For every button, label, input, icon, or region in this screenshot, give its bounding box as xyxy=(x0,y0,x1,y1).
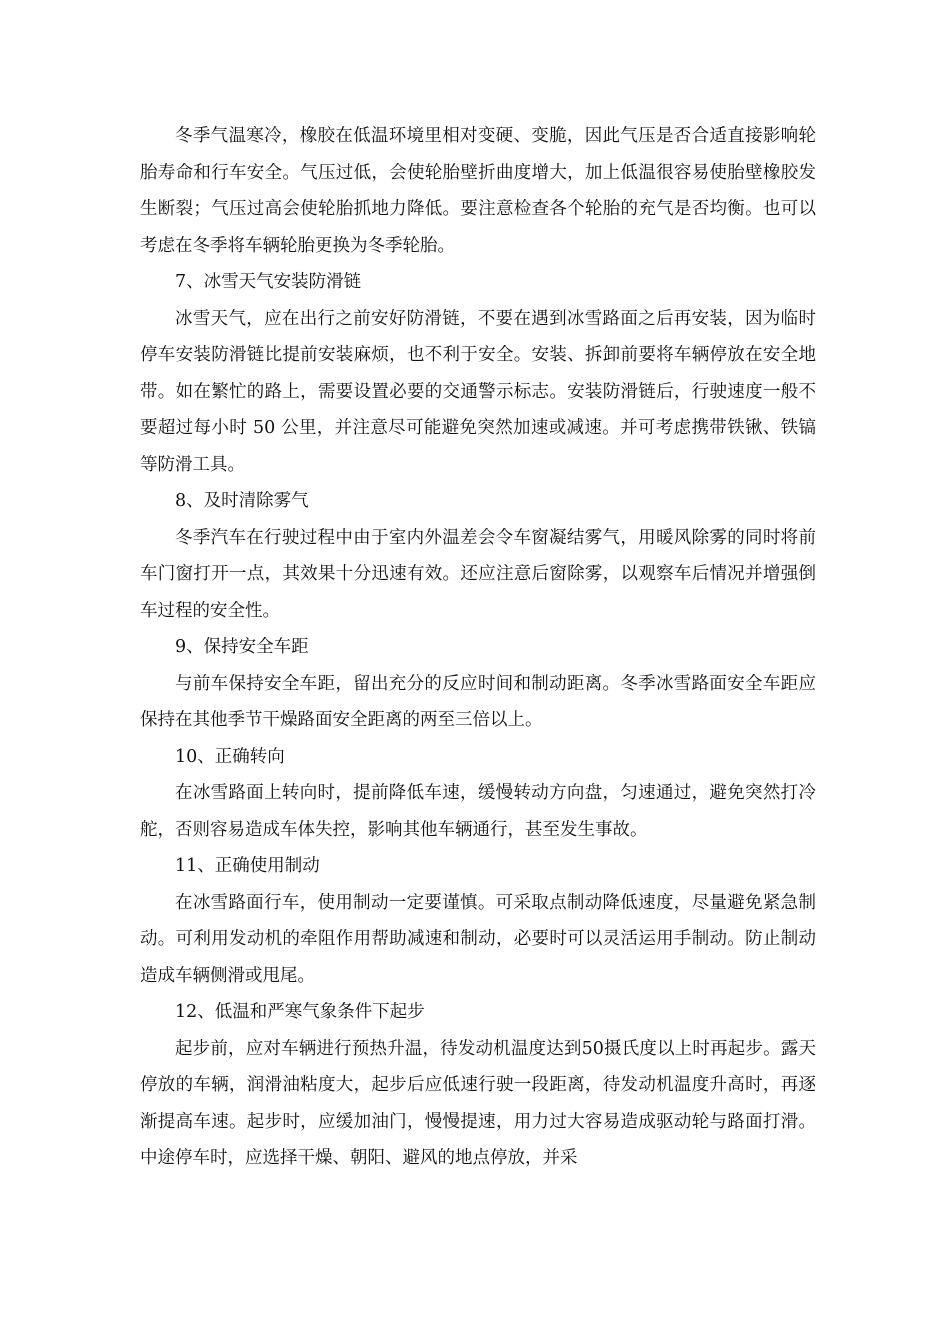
section-heading-11: 11、正确使用制动 xyxy=(175,856,320,876)
section-heading-9: 9、保持安全车距 xyxy=(175,637,309,657)
section-heading-12: 12、低温和严寒气象条件下起步 xyxy=(175,1002,425,1022)
paragraph-safe-distance: 与前车保持安全车距，留出充分的反应时间和制动距离。冬季冰雪路面安全车距应保持在其他季节干燥路面安全距离的两至三倍以上。 xyxy=(140,673,816,730)
paragraph-steering: 在冰雪路面上转向时，提前降低车速，缓慢转动方向盘，匀速通过，避免突然打冷舵，否则容易造成车体失控，影响其他车辆通行，甚至发生事故。 xyxy=(140,783,816,840)
paragraph-snow-chains: 冰雪天气，应在出行之前安好防滑链，不要在遇到冰雪路面之后再安装，因为临时停车安装防滑链比提前安装麻烦，也不利于安全。安装、拆卸前要将车辆停放在安全地带。如在繁忙的路上，需要设置必要的交通警示标志。安装防滑链后，行驶速度一般不要超过每小时 50 公里，并注意尽可能避免突然加速或减速。并可考虑携带铁锹、铁镐等防滑工具。 xyxy=(140,308,816,475)
document-page xyxy=(140,118,816,1177)
paragraph-tire-pressure: 冬季气温寒冷，橡胶在低温环境里相对变硬、变脆，因此气压是否合适直接影响轮胎寿命和行车安全。气压过低，会使轮胎壁折曲度增大，加上低温很容易使胎壁橡胶发生断裂；气压过高会使轮胎抓地力降低。要注意检查各个轮胎的充气是否均衡。也可以考虑在冬季将车辆轮胎更换为冬季轮胎。 xyxy=(140,126,816,256)
paragraph-braking: 在冰雪路面行车，使用制动一定要谨慎。可采取点制动降低速度，尽量避免紧急制动。可利用发动机的牵阻作用帮助减速和制动，必要时可以灵活运用手制动。防止制动造成车辆侧滑或甩尾。 xyxy=(140,892,816,986)
section-heading-8: 8、及时清除雾气 xyxy=(175,491,309,511)
paragraph-defog: 冬季汽车在行驶过程中由于室内外温差会令车窗凝结雾气，用暖风除雾的同时将前车门窗打开一点，其效果十分迅速有效。还应注意后窗除雾，以观察车后情况并增强倒车过程的安全性。 xyxy=(140,527,816,621)
section-heading-7: 7、冰雪天气安装防滑链 xyxy=(175,272,362,292)
paragraph-cold-start: 起步前，应对车辆进行预热升温，待发动机温度达到50摄氏度以上时再起步。露天停放的车辆，润滑油粘度大，起步后应低速行驶一段距离，待发动机温度升高时，再逐渐提高车速。起步时，应缓加油门，慢慢提速，用力过大容易造成驱动轮与路面打滑。中途停车时，应选择干燥、朝阳、避风的地点停放，并采 xyxy=(140,1038,816,1168)
section-heading-10: 10、正确转向 xyxy=(175,746,285,767)
